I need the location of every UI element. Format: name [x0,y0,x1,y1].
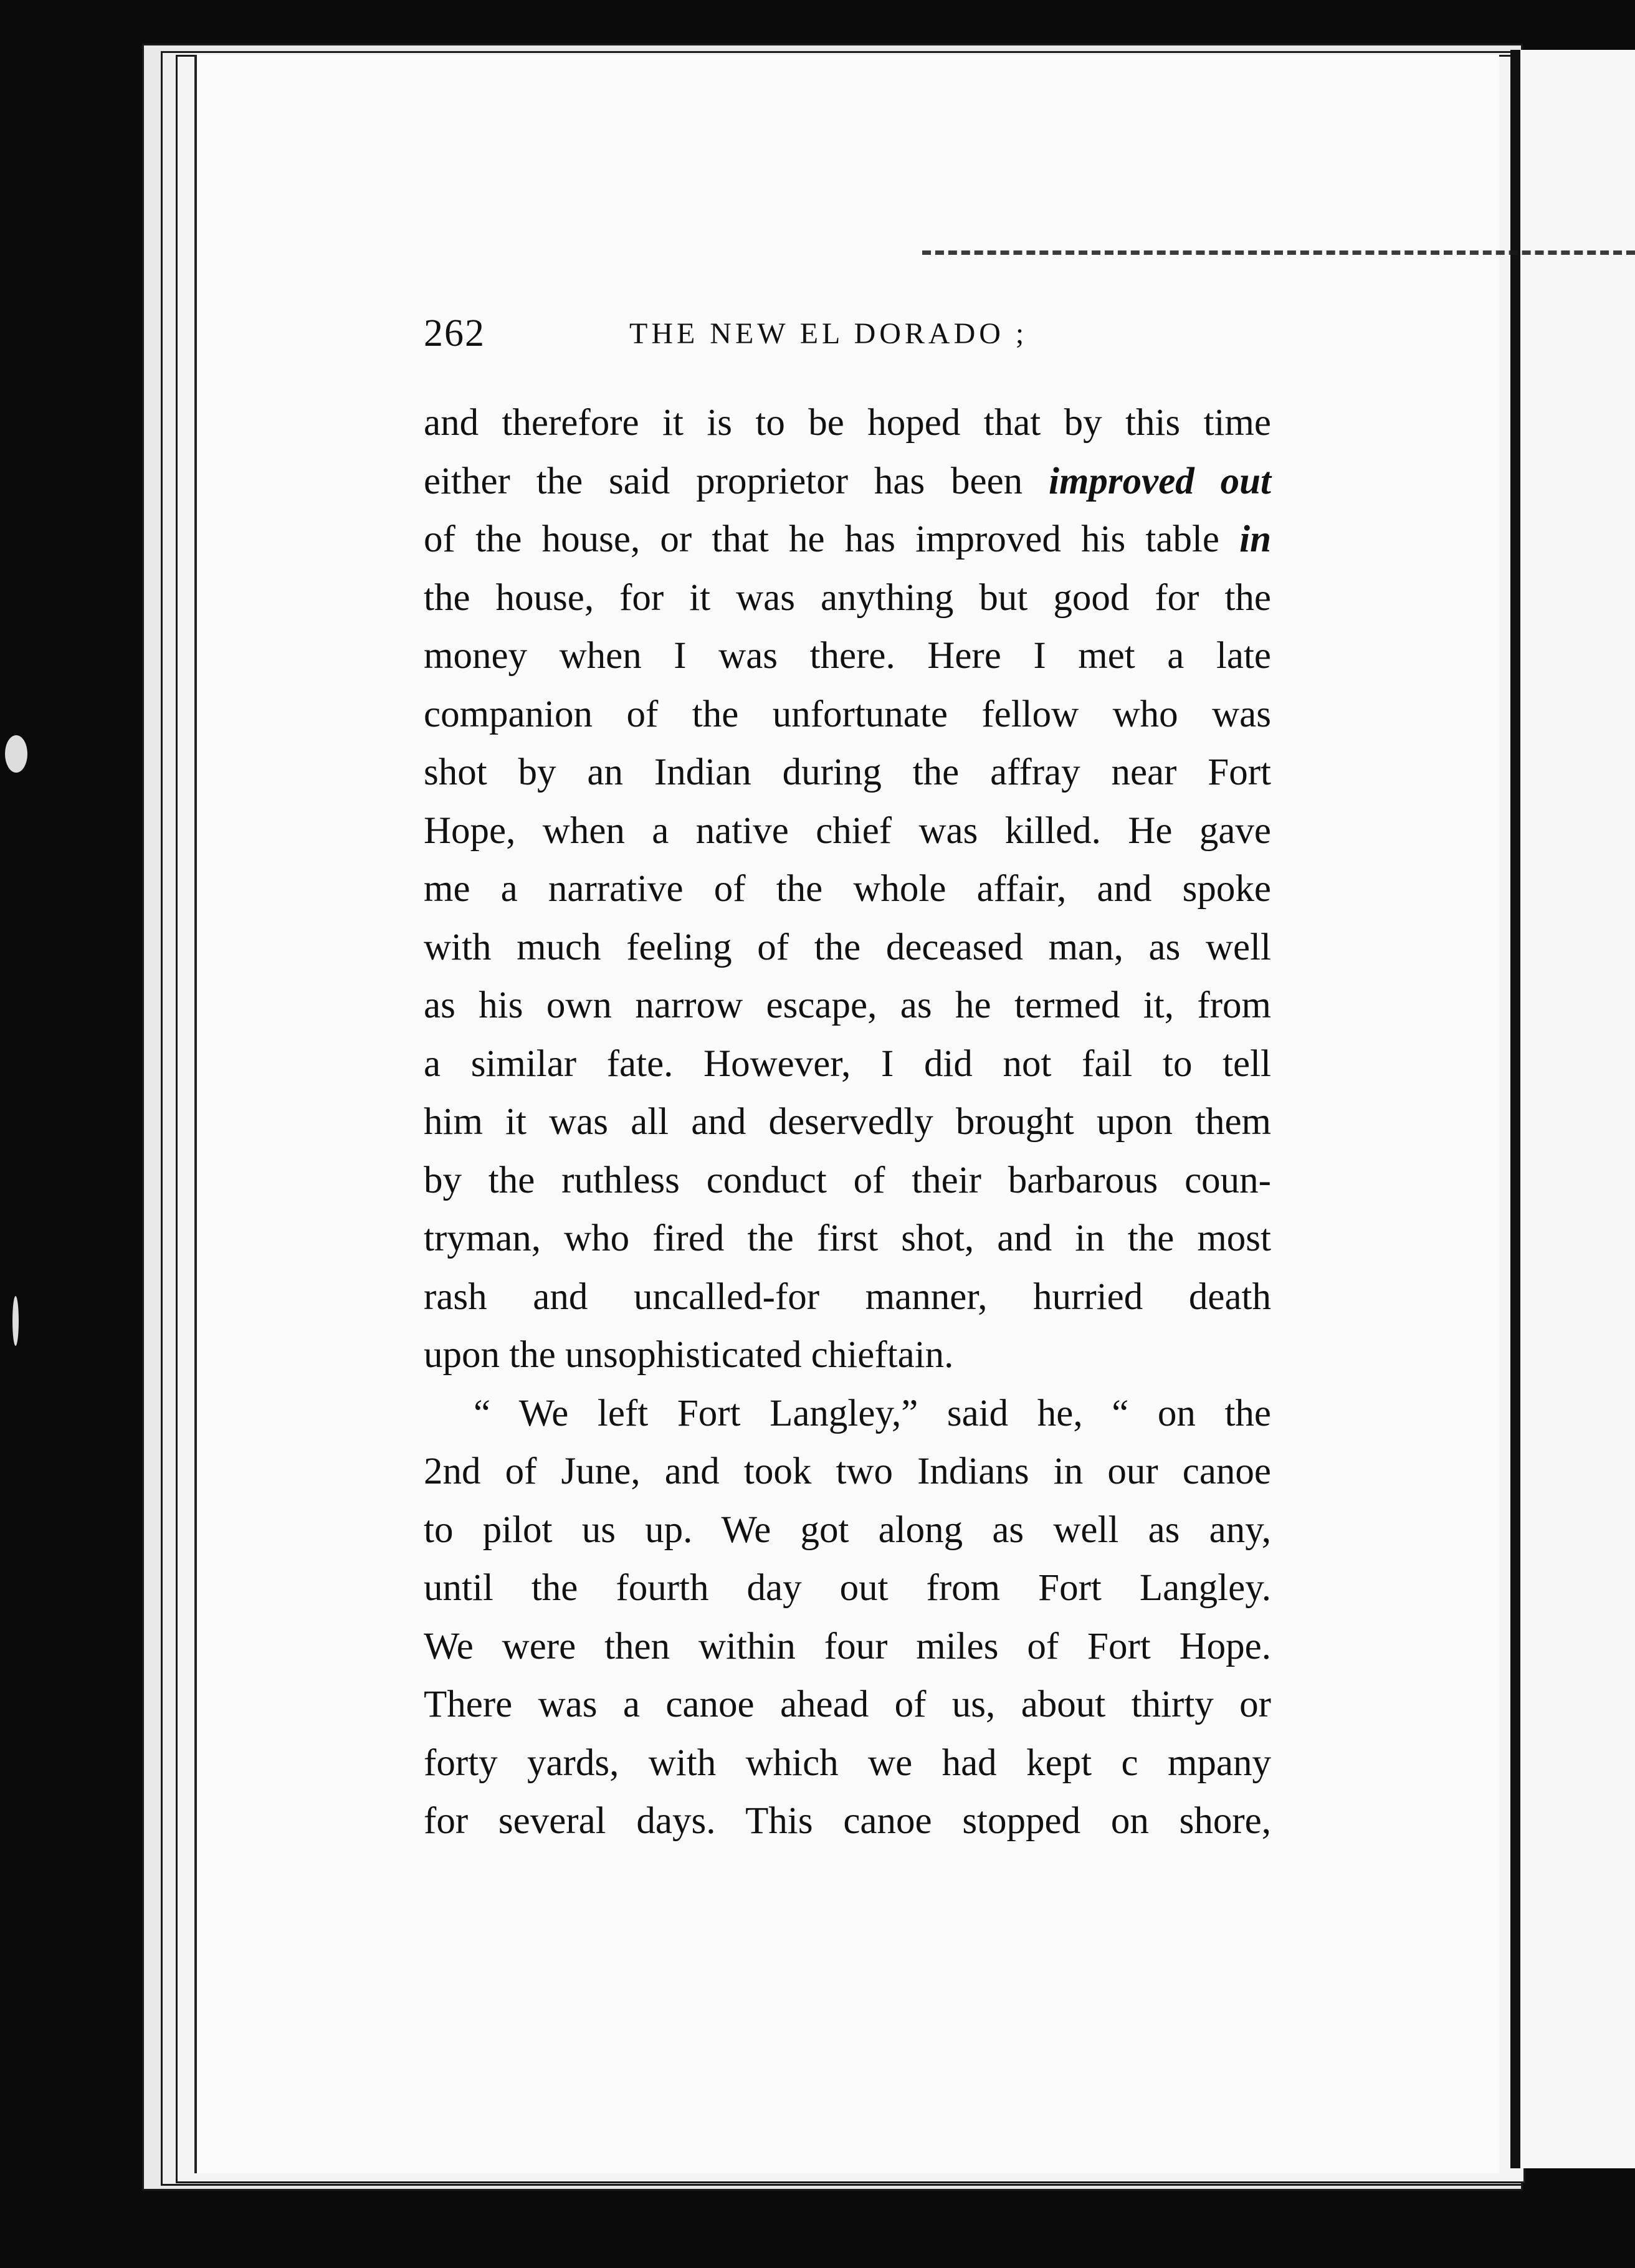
text-line: the house, for it was anything but good for the [424,576,1271,619]
text-line: a similar fate. However, I did not fail to tell [424,1042,1271,1085]
italic-text: improved out [1049,460,1272,502]
scan-speck [12,1296,19,1346]
text-line: rash and uncalled-for manner, hurried death [424,1275,1271,1318]
text-line: There was a canoe ahead of us, about thirty or [424,1684,1271,1725]
text-line: to pilot us up. We got along as well as any, [424,1508,1271,1551]
running-head: THE NEW EL DORADO ; [629,317,1028,350]
italic-text: in [1239,518,1271,560]
text-line [424,452,1271,511]
text-line: forty yards, with which we had kept c mpany [424,1742,1271,1784]
body-text [424,394,1271,1851]
facing-page-edge [1510,50,1635,2168]
text-line: companion of the unfortunate fellow who was [424,693,1271,735]
text-line: until the fourth day out from Fort Langley. [424,1567,1271,1609]
text-line: upon the unsophisticated chieftain. [424,1334,954,1376]
scan-speck [5,735,27,773]
text-line: as his own narrow escape, as he termed it, from [424,984,1271,1026]
scan-artifact-line [922,250,1635,255]
text-line: money when I was there. Here I met a late [424,635,1271,677]
text-line: 2nd of June, and took two Indians in our canoe [424,1451,1271,1492]
text-line: We were then within four miles of Fort Hope. [424,1625,1271,1667]
text-line: him it was all and deservedly brought upon them [424,1101,1271,1143]
text-line: shot by an Indian during the affray near Fort [424,751,1271,793]
text-line [424,510,1271,569]
text-line: tryman, who fired the first shot, and in the most [424,1217,1271,1259]
text-span: either the said proprietor has been [424,460,1023,502]
text-span: of the house, or that he has improved his table [424,518,1219,560]
text-line: with much feeling of the deceased man, as well [424,926,1271,968]
text-line: “ We left Fort Langley,” said he, “ on the [474,1392,1271,1434]
page-number: 262 [424,312,485,355]
text-line: me a narrative of the whole affair, and spoke [424,868,1271,910]
text-line: for several days. This canoe stopped on shore, [424,1800,1271,1842]
page-header [424,312,1296,368]
text-line: by the ruthless conduct of their barbarous coun- [424,1159,1271,1201]
text-line: and therefore it is to be hoped that by this time [424,402,1271,444]
text-line: Hope, when a native chief was killed. He gave [424,809,1271,852]
